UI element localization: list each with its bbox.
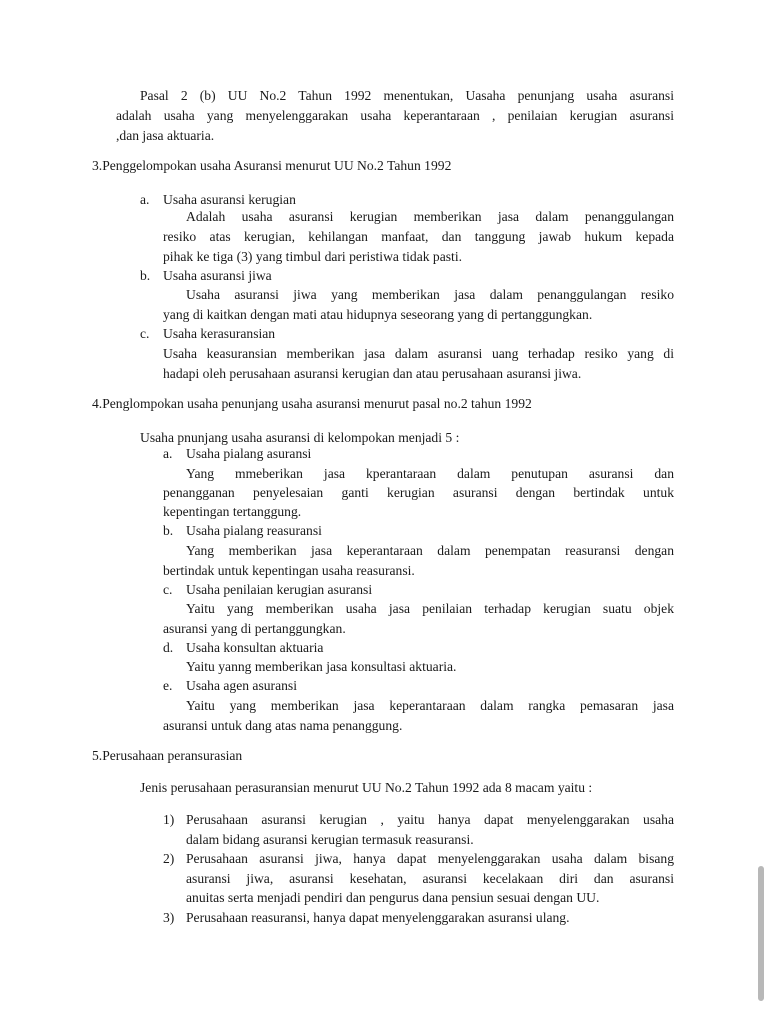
s5-item-2-line-2: asuransi jiwa, asuransi kesehatan, asuransi kecelakaan diri dan asuransi [186,871,674,886]
s5-item-3-marker: 3) [163,910,175,925]
s3-item-b-line-2: yang di kaitkan dengan mati atau hidupnya seseorang yang di pertanggungkan. [163,307,593,322]
s4-item-b-marker: b. [163,523,174,538]
intro-line-2: adalah usaha yang menyelenggarakan usaha keperantaraan , penilaian kerugian asuransi [116,108,674,123]
s4-item-d-marker: d. [163,640,174,655]
s4-item-b-line-1: Yang memberikan jasa keperantaraan dalam penempatan reasuransi dengan [186,543,674,558]
s4-item-a-title: Usaha pialang asuransi [186,446,312,461]
s5-item-2-line-3: anuitas serta menjadi pendiri dan pengurus dana pensiun sesuai dengan UU. [186,890,600,905]
s4-item-c-line-2: asuransi yang di pertanggungkan. [163,621,346,636]
s4-item-a-line-3: kepentingan tertanggung. [163,504,302,519]
s4-item-a-line-2: penangganan penyelesaian ganti kerugian asuransi dengan bertindak untuk [163,485,674,500]
s5-intro: Jenis perusahaan perasuransian menurut UU No.2 Tahun 1992 ada 8 macam yaitu : [140,780,593,795]
intro-line-1: Pasal 2 (b) UU No.2 Tahun 1992 menentukan, Uasaha penunjang usaha asuransi [140,88,674,103]
s4-item-c-title: Usaha penilaian kerugian asuransi [186,582,373,597]
s5-item-2-line-1: Perusahaan asuransi jiwa, hanya dapat menyelenggarakan usaha dalam bisang [186,851,674,866]
vertical-scrollbar[interactable] [758,866,764,1001]
s3-item-a-line-1: Adalah usaha asuransi kerugian memberikan jasa dalam penanggulangan [186,209,674,224]
s3-item-a-title: Usaha asuransi kerugian [163,192,296,207]
s4-item-b-line-2: bertindak untuk kepentingan usaha reasuransi. [163,563,415,578]
s3-item-c-title: Usaha kerasuransian [163,326,276,341]
s4-intro: Usaha pnunjang usaha asuransi di kelompokan menjadi 5 : [140,430,460,445]
s4-item-e-title: Usaha agen asuransi [186,678,297,693]
s4-item-d-line-1: Yaitu yanng memberikan jasa konsultasi aktuaria. [186,659,457,674]
s4-item-e-marker: e. [163,678,173,693]
s3-item-a-line-3: pihak ke tiga (3) yang timbul dari peristiwa tidak pasti. [163,249,462,264]
s3-item-b-line-1: Usaha asuransi jiwa yang memberikan jasa dalam penanggulangan resiko [186,287,674,302]
s4-item-a-line-1: Yang mmeberikan jasa kperantaraan dalam penutupan asuransi dan [186,466,674,481]
s3-item-a-line-2: resiko atas kerugian, kehilangan manfaat, dan tanggung jawab hukum kepada [163,229,674,244]
s4-item-d-title: Usaha konsultan aktuaria [186,640,324,655]
s5-item-3-line-1: Perusahaan reasuransi, hanya dapat menyelenggarakan asuransi ulang. [186,910,570,925]
s4-item-c-marker: c. [163,582,173,597]
section-3-heading: 3.Penggelompokan usaha Asuransi menurut UU No.2 Tahun 1992 [92,158,452,173]
s5-item-1-line-2: dalam bidang asuransi kerugian termasuk reasuransi. [186,832,474,847]
s4-item-e-line-2: asuransi untuk dang atas nama penanggung. [163,718,403,733]
s5-item-1-line-1: Perusahaan asuransi kerugian , yaitu hanya dapat menyelenggarakan usaha [186,812,674,827]
s3-item-c-marker: c. [140,326,150,341]
s3-item-c-line-2: hadapi oleh perusahaan asuransi kerugian dan atau perusahaan asuransi jiwa. [163,366,582,381]
s3-item-b-marker: b. [140,268,151,283]
s4-item-c-line-1: Yaitu yang memberikan usaha jasa penilaian terhadap kerugian suatu objek [186,601,674,616]
intro-line-3: ,dan jasa aktuaria. [116,128,215,143]
section-4-heading: 4.Penglompokan usaha penunjang usaha asuransi menurut pasal no.2 tahun 1992 [92,396,532,411]
s3-item-b-title: Usaha asuransi jiwa [163,268,272,283]
s5-item-1-marker: 1) [163,812,175,827]
s4-item-b-title: Usaha pialang reasuransi [186,523,322,538]
section-5-heading: 5.Perusahaan peransurasian [92,748,243,763]
s3-item-a-marker: a. [140,192,150,207]
s3-item-c-line-1: Usaha keasuransian memberikan jasa dalam asuransi uang terhadap resiko yang di [163,346,674,361]
s4-item-e-line-1: Yaitu yang memberikan jasa keperantaraan dalam rangka pemasaran jasa [186,698,674,713]
s5-item-2-marker: 2) [163,851,175,866]
s4-item-a-marker: a. [163,446,173,461]
